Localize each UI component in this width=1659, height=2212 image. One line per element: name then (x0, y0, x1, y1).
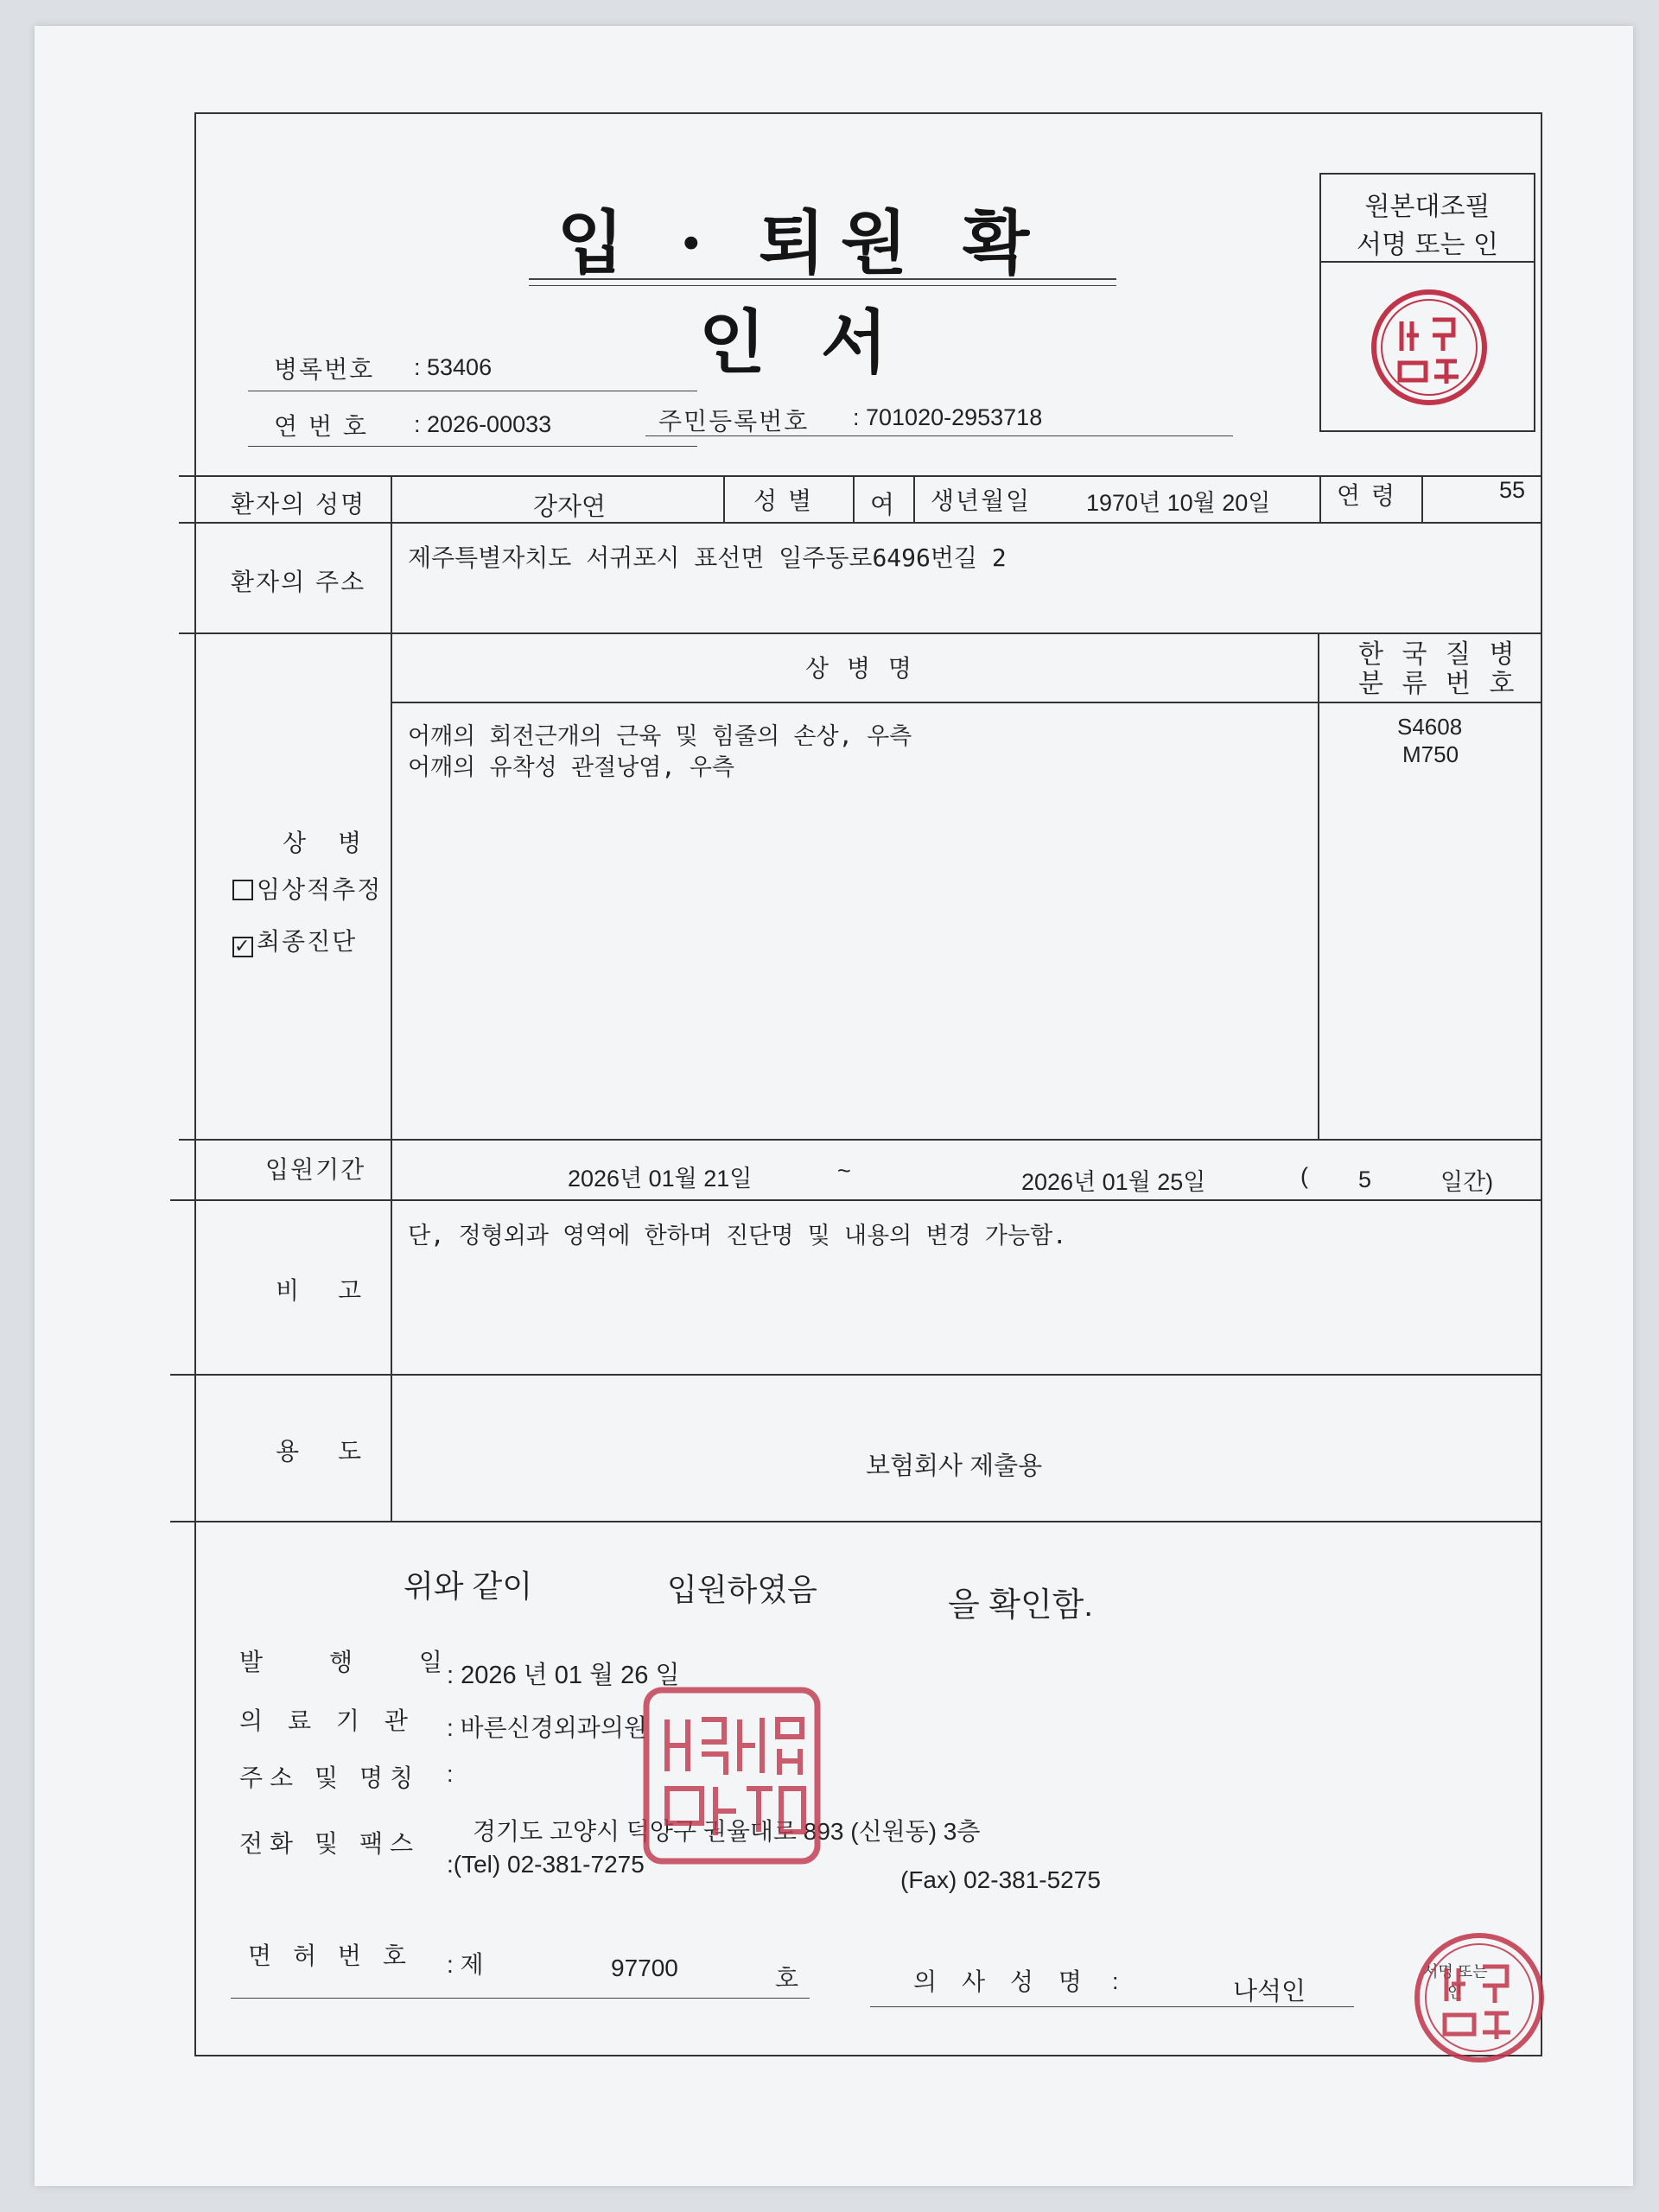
col-line (853, 475, 855, 522)
tel-value: :(Tel) 02-381-7275 (447, 1851, 645, 1878)
stamp-box-label-1: 원본대조필 (1364, 192, 1491, 222)
license-suffix: 호 (775, 1965, 799, 1992)
row-line (170, 1521, 1542, 1522)
row-line (170, 1199, 1542, 1201)
stay-period-label: 입원기간 (265, 1155, 366, 1184)
disease-code-header-2: 분 류 번 호 (1358, 669, 1520, 699)
patient-address-value: 제주특별자치도 서귀포시 표선면 일주동로6496번길 2 (408, 543, 1007, 572)
row-line (179, 522, 1542, 524)
disease-code: S4608 (1397, 714, 1463, 740)
fax-value: (Fax) 02-381-5275 (900, 1866, 1101, 1893)
col-line (391, 475, 392, 1521)
doctor-name-colon: : (1112, 1968, 1119, 1994)
confirm-text-part3: 을 확인함. (948, 1587, 1093, 1624)
col-line (1318, 632, 1319, 1139)
diagnosis-line: 어깨의 회전근개의 근육 및 힘줄의 손상, 우측 (408, 723, 912, 750)
age-label: 연 령 (1337, 481, 1396, 510)
certificate-form (194, 112, 1542, 2056)
license-underline (231, 1998, 810, 1999)
verification-seal (1369, 287, 1490, 408)
stay-tilde: ~ (837, 1158, 851, 1184)
doctor-name-value: 나석인 (1233, 1978, 1306, 2005)
col-line (913, 475, 915, 522)
disease-code: M750 (1402, 741, 1459, 767)
issue-date-value: : 2026 년 01 월 26 일 (447, 1662, 680, 1689)
row-line (179, 1139, 1542, 1141)
doctor-name-underline (870, 2006, 1354, 2007)
doctor-sign-note-2: 인 (1447, 1984, 1463, 2001)
final-diagnosis-checkbox[interactable]: ✓ (234, 936, 252, 957)
birth-date-label: 생년월일 (931, 486, 1032, 515)
col-line (723, 475, 725, 522)
stay-end-date: 2026년 01월 25일 (1021, 1169, 1206, 1195)
row-line (170, 1374, 1542, 1376)
issue-date-label: 발 행 일 (239, 1648, 472, 1676)
diagnosis-line: 어깨의 유착성 관절낭염, 우측 (408, 754, 735, 781)
document-paper (35, 26, 1633, 2186)
clinical-estimate-option[interactable] (232, 871, 382, 906)
title-rule (529, 278, 1116, 280)
confirm-text-part2: 입원하였음 (667, 1572, 817, 1607)
final-diagnosis-option[interactable] (232, 923, 357, 957)
patient-name-label: 환자의 성명 (231, 490, 366, 518)
institution-seal (641, 1685, 823, 1866)
resident-number-underline (645, 435, 1233, 436)
patient-address-label: 환자의 주소 (231, 568, 366, 596)
chart-number-label: 병록번호 (274, 355, 375, 384)
doctor-sign-note-1: 서명 또는 (1423, 1963, 1488, 1980)
remarks-label: 비 고 (276, 1276, 377, 1305)
address-label: 주소 및 명칭 (239, 1764, 421, 1792)
stay-start-date: 2026년 01월 21일 (568, 1166, 753, 1192)
serial-number-underline (248, 446, 697, 447)
institution-value: : 바른신경외과의원 (447, 1714, 647, 1741)
purpose-label: 용 도 (276, 1437, 377, 1465)
stay-days-suffix: 일간) (1440, 1169, 1494, 1195)
verification-stamp-box (1319, 173, 1535, 432)
sex-label: 성 별 (753, 486, 813, 515)
doctor-name-label: 의 사 성 명 (913, 1967, 1090, 1996)
license-number-label: 면 허 번 호 (248, 1942, 413, 1970)
document-title: 입 · 퇴원 확 인 서 (556, 202, 1046, 383)
serial-number-value: : 2026-00033 (414, 411, 552, 437)
col-line (1319, 475, 1321, 522)
patient-name-value: 강자연 (533, 493, 607, 521)
title-rule-thin (529, 285, 1116, 286)
stay-days: 5 (1358, 1166, 1372, 1192)
resident-number-value: : 701020-2953718 (853, 404, 1043, 430)
stamp-box-label-2: 서명 또는 인 (1357, 230, 1498, 260)
institution-address: 경기도 고양시 덕양구 권율대로 893 (신원동) 3층 (473, 1818, 981, 1845)
row-line (179, 632, 1542, 634)
disease-code-header-1: 한 국 질 병 (1358, 639, 1520, 670)
license-prefix: : 제 (447, 1951, 484, 1978)
remarks-text: 단, 정형외과 영역에 한하며 진단명 및 내용의 변경 가능함. (408, 1223, 1067, 1249)
resident-number-label: 주민등록번호 (658, 407, 810, 435)
doctor-seal (1410, 1929, 1548, 2067)
age-value: 55 (1499, 477, 1526, 503)
phone-fax-label: 전화 및 팩스 (239, 1829, 421, 1858)
stay-paren-open: ( (1300, 1163, 1308, 1189)
col-line (1421, 475, 1423, 522)
diagnosis-name-header: 상 병 명 (805, 654, 917, 683)
chart-number-value: : 53406 (414, 354, 493, 380)
address-colon: : (447, 1761, 454, 1787)
birth-date-value: 1970년 10월 20일 (1086, 490, 1271, 516)
purpose-text: 보험회사 제출용 (866, 1452, 1043, 1480)
row-line (391, 702, 1542, 703)
confirm-text-part1: 위와 같이 (404, 1568, 533, 1604)
license-number-value: 97700 (611, 1955, 678, 1981)
serial-number-label: 연 번 호 (274, 412, 368, 441)
final-diagnosis-label: 최종진단 (257, 927, 358, 956)
institution-label: 의 료 기 관 (239, 1707, 416, 1735)
sex-value: 여 (870, 492, 895, 519)
clinical-estimate-label: 임상적추정 (257, 875, 383, 904)
clinical-estimate-checkbox[interactable] (232, 880, 253, 900)
diagnosis-section-label: 상 병 (283, 829, 373, 857)
